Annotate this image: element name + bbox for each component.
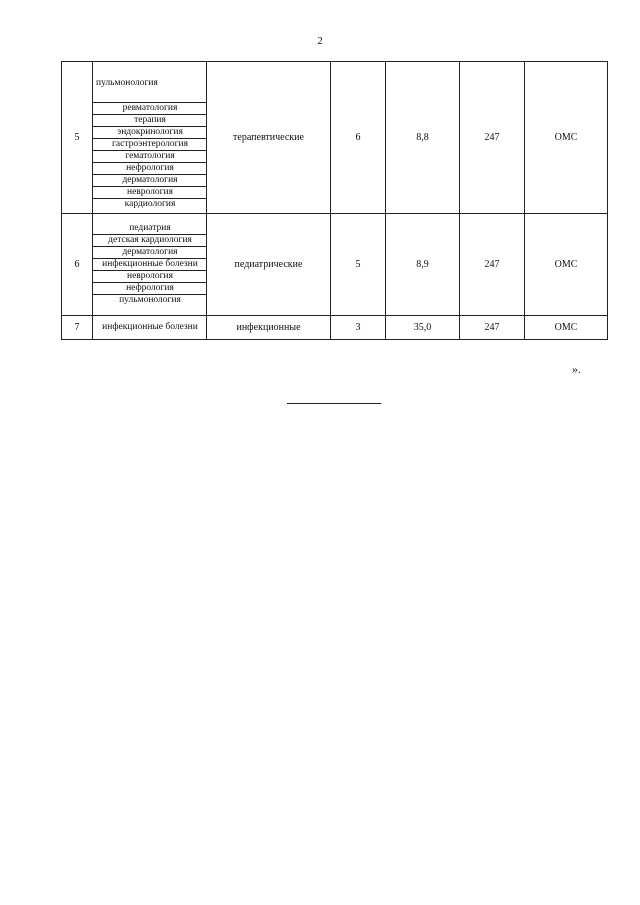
specialty-item: кардиология	[124, 198, 176, 209]
row-number: 5	[62, 62, 93, 214]
bed-profile: педиатрические	[207, 214, 331, 316]
avg-stay: 35,0	[386, 316, 460, 340]
specialty-item: неврология	[93, 271, 206, 283]
row-number: 6	[62, 214, 93, 316]
bed-profile: инфекционные	[207, 316, 331, 340]
avg-stay: 8,9	[386, 214, 460, 316]
row-number: 7	[62, 316, 93, 340]
specialty-item: пульмонология	[93, 66, 206, 103]
work-days: 247	[460, 316, 525, 340]
bed-profile: терапевтические	[207, 62, 331, 214]
beds-count: 3	[331, 316, 386, 340]
specialty-item: пульмонология	[119, 294, 181, 305]
specialty-item: педиатрия	[93, 223, 206, 235]
specialty-cell	[93, 316, 207, 340]
end-rule	[287, 403, 381, 404]
specialty-item: дерматология	[93, 175, 206, 187]
table-row-7	[62, 316, 608, 340]
data-table	[61, 61, 608, 340]
closing-quote: ».	[572, 362, 581, 376]
page-number: 2	[317, 35, 323, 47]
table-row-6	[62, 214, 608, 316]
specialty-item: ревматология	[93, 103, 206, 115]
specialty-item: инфекционные болезни	[102, 322, 198, 333]
work-days: 247	[460, 62, 525, 214]
funding-source: ОМС	[525, 316, 608, 340]
specialty-cell	[93, 62, 207, 214]
funding-source: ОМС	[525, 62, 608, 214]
table-row-5	[62, 62, 608, 214]
specialty-cell	[93, 214, 207, 316]
specialty-item: гематология	[93, 151, 206, 163]
specialty-item: детская кардиология	[93, 235, 206, 247]
specialty-item: нефрология	[93, 163, 206, 175]
work-days: 247	[460, 214, 525, 316]
avg-stay: 8,8	[386, 62, 460, 214]
specialty-item: нефрология	[93, 283, 206, 295]
specialty-item: терапия	[93, 115, 206, 127]
specialty-item: дерматология	[93, 247, 206, 259]
beds-count: 6	[331, 62, 386, 214]
beds-count: 5	[331, 214, 386, 316]
specialty-item: неврология	[93, 187, 206, 199]
specialty-item: эндокринология	[93, 127, 206, 139]
specialty-item: инфекционные болезни	[93, 259, 206, 271]
specialty-item: гастроэнтерология	[93, 139, 206, 151]
funding-source: ОМС	[525, 214, 608, 316]
